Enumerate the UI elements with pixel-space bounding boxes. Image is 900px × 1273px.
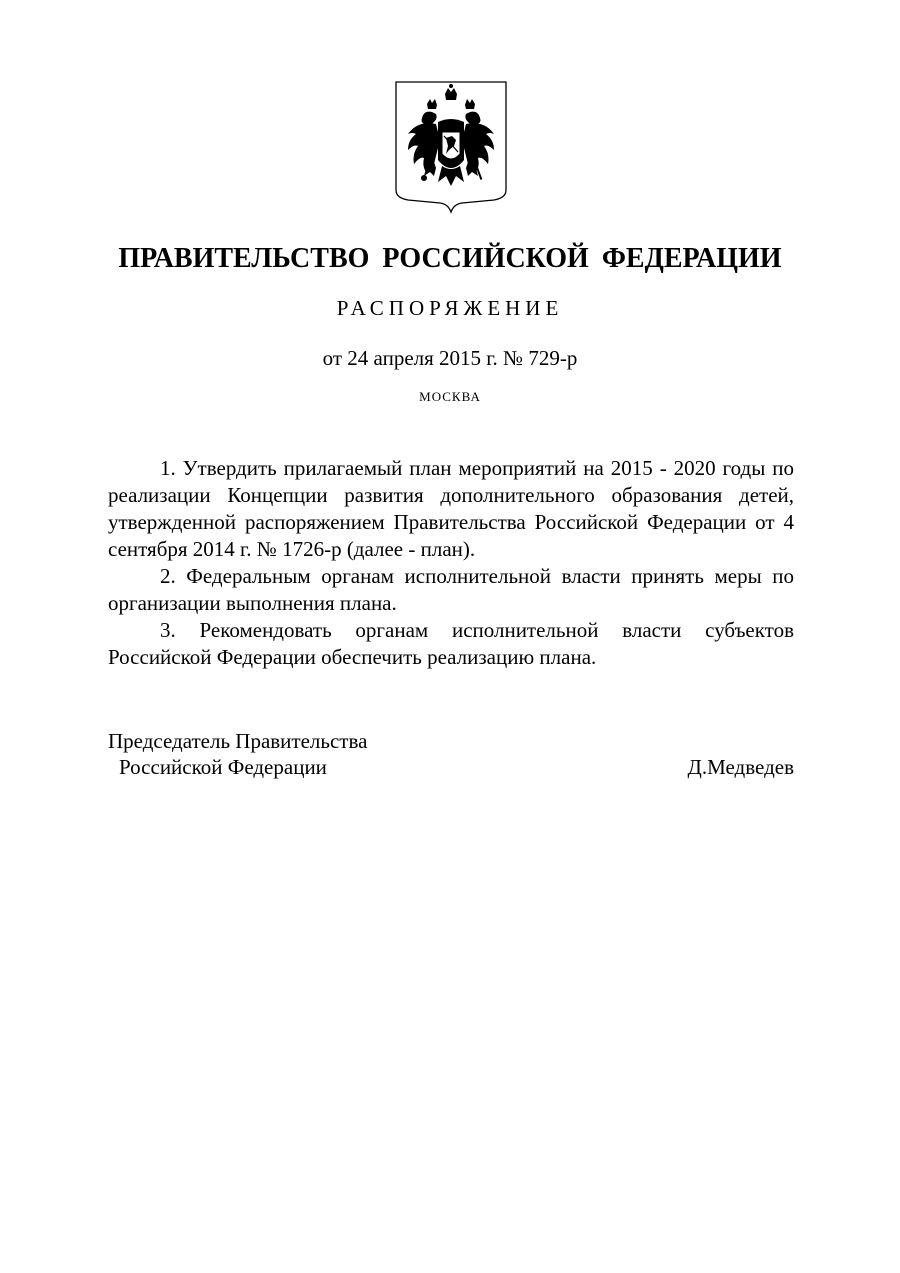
- paragraph-3: 3. Рекомендовать органам исполнительной власти субъектов Российской Федерации обеспечить реализацию плана.: [108, 618, 794, 669]
- signatory-position-line1: Председатель Правительства: [108, 729, 368, 753]
- signatory-position-line2: Российской Федерации: [119, 755, 327, 779]
- document-city: МОСКВА: [419, 389, 481, 404]
- signatory-name: Д.Медведев: [687, 755, 794, 779]
- document-body: [108, 455, 794, 671]
- signature-block: [108, 728, 794, 780]
- coat-of-arms-icon: [394, 80, 508, 214]
- document-type: РАСПОРЯЖЕНИЕ: [336, 296, 564, 320]
- government-title: ПРАВИТЕЛЬСТВО РОССИЙСКОЙ ФЕДЕРАЦИИ: [118, 243, 782, 274]
- document-date-number: от 24 апреля 2015 г. № 729-р: [322, 346, 578, 370]
- paragraph-2: 2. Федеральным органам исполнительной власти принять меры по организации выполнения плана.: [108, 564, 794, 615]
- paragraph-1: 1. Утвердить прилагаемый план мероприятий на 2015 - 2020 годы по реализации Концепции развития дополнительного образования детей, утвержденной распоряжением Правительства Российской Федерации от 4 сентября 2014 г. № 1726-р (далее - план).: [108, 456, 794, 561]
